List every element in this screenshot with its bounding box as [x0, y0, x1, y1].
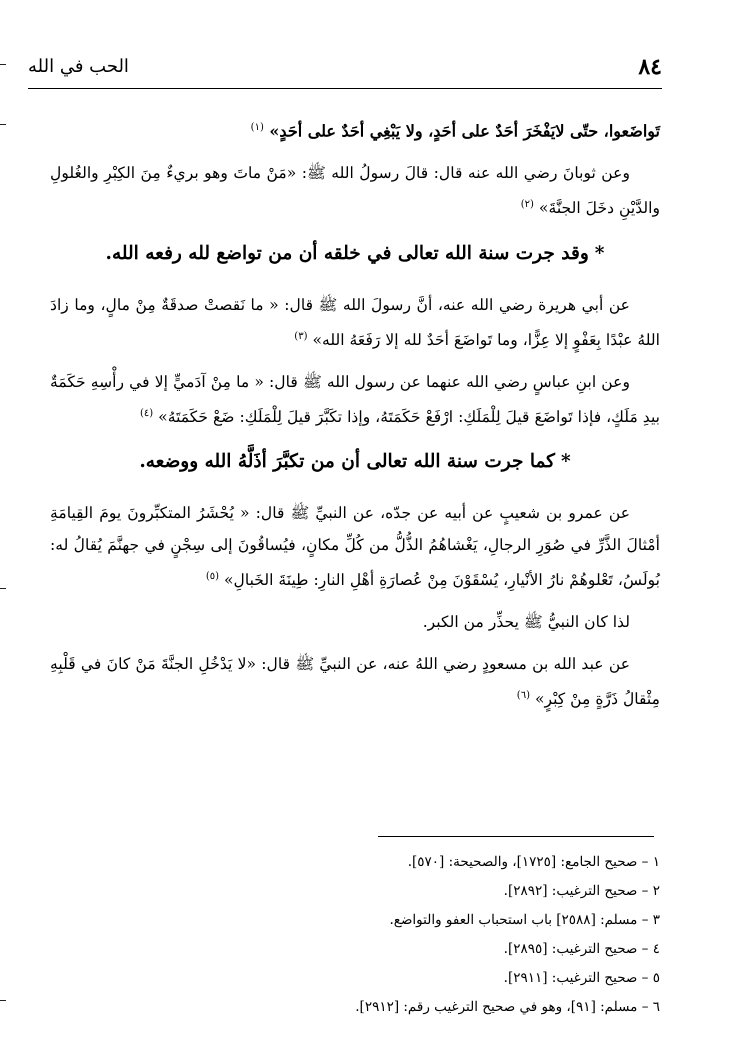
- star-marker: *: [561, 450, 571, 472]
- paragraph-text: لذا كان النبيُّ ﷺ يحذِّر من الكبر.: [422, 613, 630, 632]
- footnote-rule: [378, 836, 654, 837]
- footnote: ٤ – صحيح الترغيب: [٢٨٩٥].: [503, 941, 660, 957]
- paragraph-text: وعن ثوبانَ رضي الله عنه قال: قالَ رسولُ الله ﷺ: «مَنْ ماتَ وهو بريءٌ مِنَ الكِبْرِ والغُلولِ والدَّيْنِ دخَلَ الجنَّةَ»: [50, 164, 660, 218]
- paragraph-text: تَواضَعوا، حتّى لايَفْخَرَ أحَدٌ على أحَدٍ، ولا يَبْغِي أحَدٌ على أحَدٍ»: [269, 121, 660, 141]
- paragraph: [50, 112, 660, 147]
- paragraph-text: عن عمرو بن شعيبٍ عن أبيه عن جدّه، عن النبيِّ ﷺ قال: « يُحْشَرُ المتكبِّرونَ يومَ القِيامَةِ أمْثالَ الذَّرِّ في صُوَرِ الرجالِ، يَغْشاهُمُ الذُّلُّ من كُلِّ مكانٍ، فيُساقُونَ إلى سِجْنٍ في جهنَّمَ يُقالُ له: بُولَسُ، تَعْلوهُمْ نارُ الأنْيارِ، يُسْقَوْنَ مِنْ عُصارَةِ أهْلِ النارِ: طِينَةَ الخَبالِ»: [50, 503, 660, 590]
- paragraph-text: وعن ابنِ عباسٍ رضي الله عنهما عن رسول الله ﷺ قال: « ما مِنْ آدَميٍّ إلا في رأْسِهِ حَكَمَةٌ بيدِ مَلَكٍ، فإذا تَواضَعَ قيلَ لِلْمَلَكِ: ارْفَعْ حَكَمَتَهُ، وإذا تكَبَّرَ قيلَ لِلْمَلَكِ: ضَعْ حَكَمَتَهُ»: [50, 372, 660, 426]
- paragraph: [50, 648, 660, 715]
- running-title: الحب في الله: [28, 56, 129, 77]
- footnote: ١ – صحيح الجامع: [١٧٢٥]، والصحيحة: [٥٧٠].: [407, 854, 660, 870]
- margin-mark: [0, 588, 6, 589]
- footnotes: [50, 848, 660, 1022]
- heading-text: وقد جرت سنة الله تعالى في خلقه أن من تواضع لله رفعه الله.: [105, 242, 589, 264]
- footnote-ref: (٤): [140, 407, 154, 419]
- margin-mark: [0, 124, 6, 125]
- page-number: ٨٤: [638, 54, 662, 80]
- margin-mark: [0, 64, 6, 65]
- page-body: [50, 112, 660, 725]
- footnote-ref: (١): [250, 122, 264, 133]
- footnote-ref: (٦): [516, 690, 530, 702]
- page-header: [28, 54, 662, 88]
- footnote: ٢ – صحيح الترغيب: [٢٨٩٢].: [503, 883, 660, 899]
- section-heading: [50, 445, 660, 479]
- header-rule: [28, 88, 662, 89]
- footnote: ٣ – مسلم: [٢٥٨٨] باب استحباب العفو والتواضع.: [389, 912, 660, 928]
- heading-text: كما جرت سنة الله تعالى أن من تكبَّرَ أذَلَّهُ الله ووضعه.: [139, 450, 555, 472]
- paragraph-text: عن عبد الله بن مسعودٍ رضي اللهُ عنه، عن النبيِّ ﷺ قال: «لا يَدْخُلِ الجنَّةَ مَنْ كانَ في قَلْبِهِ مِثْقالُ ذَرَّةٍ مِنْ كِبْرٍ»: [50, 655, 660, 709]
- footnote-ref: (٥): [205, 570, 219, 582]
- star-marker: *: [594, 242, 605, 264]
- section-heading: [50, 237, 660, 271]
- margin-mark: [0, 1000, 6, 1001]
- footnote-ref: (٢): [520, 199, 534, 211]
- footnote: ٥ – صحيح الترغيب: [٢٩١١].: [503, 970, 660, 986]
- paragraph: [50, 606, 660, 638]
- paragraph: [50, 289, 660, 356]
- footnote-ref: (٣): [294, 330, 308, 342]
- paragraph: [50, 157, 660, 224]
- paragraph-text: عن أبي هريرة رضي الله عنه، أنَّ رسولَ الله ﷺ قال: « ما نَقصتْ صدقَةٌ مِنْ مالٍ، وما زادَ اللهُ عبْدًا بِعَفْوٍ إلا عِزًّا، وما تَواضَعَ أحَدٌ لله إلا رَفَعَهُ الله»: [50, 295, 660, 349]
- paragraph: [50, 497, 660, 596]
- paragraph: [50, 366, 660, 433]
- footnote: ٦ – مسلم: [٩١]، وهو في صحيح الترغيب رقم: [٢٩١٢].: [355, 999, 660, 1015]
